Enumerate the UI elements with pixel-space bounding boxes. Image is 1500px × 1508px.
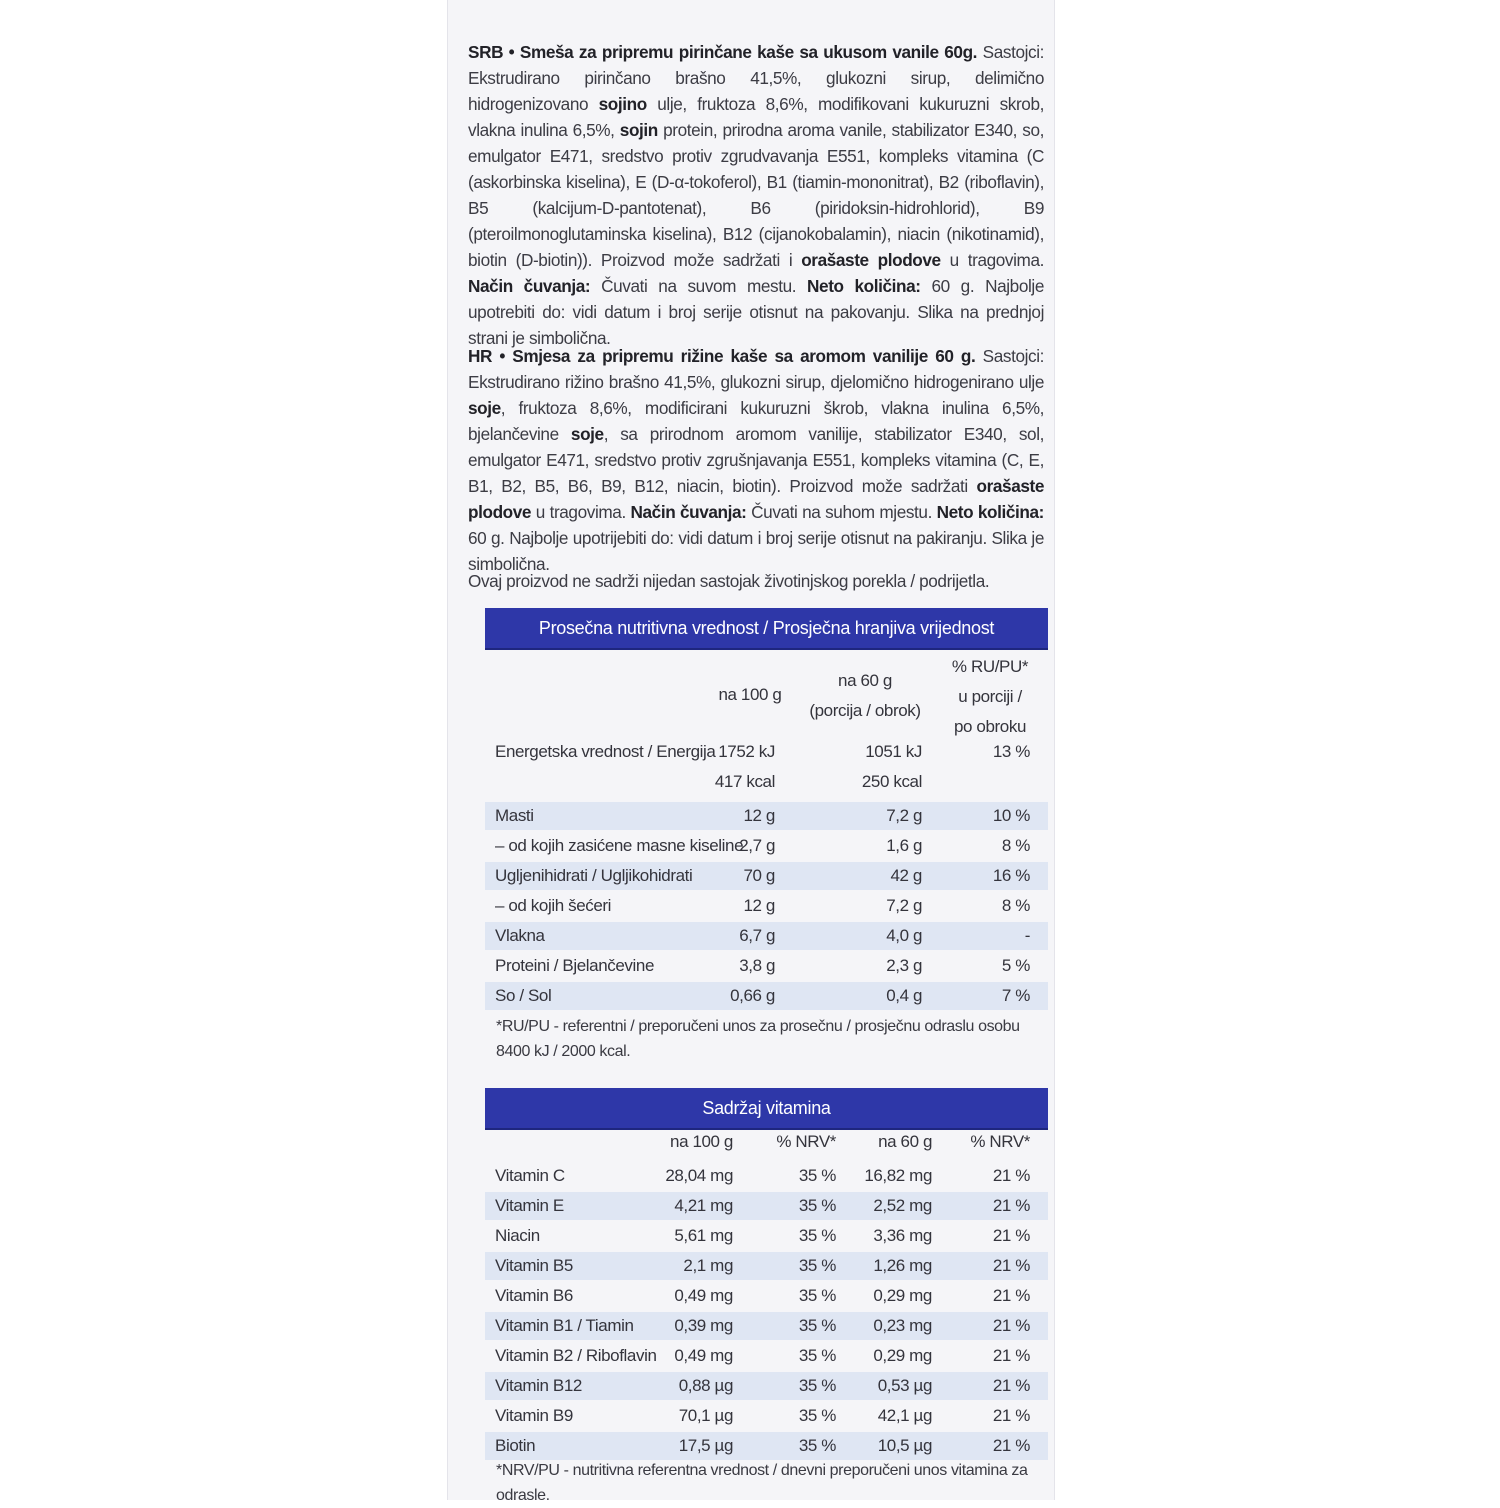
nutrition-row bbox=[485, 862, 1048, 890]
vitamin-row bbox=[485, 1282, 1048, 1310]
nutrition-cell-label: Ugljenihidrati / Ugljikohidrati bbox=[495, 866, 693, 885]
vitamin-cell-v60: 2,52 mg bbox=[873, 1196, 932, 1215]
text-segment: Čuvati na suvom mestu. bbox=[590, 276, 808, 296]
vitamin-title: Sadržaj vitamina bbox=[702, 1098, 831, 1118]
nutrition-cell-pct: 8 % bbox=[1001, 896, 1030, 915]
nutrition-row bbox=[485, 922, 1048, 950]
vitamin-row bbox=[485, 1372, 1048, 1400]
vitamin-cell-label: Vitamin B1 / Tiamin bbox=[495, 1316, 634, 1335]
nutrition-cell-v100: 2,7 g bbox=[739, 836, 775, 855]
nutrition-row bbox=[485, 982, 1048, 1010]
nutrition-title-band bbox=[485, 608, 1048, 650]
ingredients-srb bbox=[468, 39, 1044, 351]
vitamin-cell-nrv60: 21 % bbox=[992, 1286, 1030, 1305]
vitamin-cell-label: Vitamin B6 bbox=[495, 1286, 573, 1305]
vitamin-cell-v100: 0,49 mg bbox=[674, 1346, 733, 1365]
text-segment: , sa prirodnom aromom vanilije, stabilizator E340, sol, emulgator E471, sredstvo protiv zgrušnjavanja E551, kompleks vitamina (C, E, B1, B2, B5, B6, B9, B12, niacin, biotin). Proizvod može sadržati bbox=[468, 424, 1044, 496]
vitamin-cell-nrv60: 21 % bbox=[992, 1346, 1030, 1365]
vitamin-cell-nrv60: 21 % bbox=[992, 1376, 1030, 1395]
vitamin-cell-nrv100: 35 % bbox=[798, 1286, 836, 1305]
vitamin-row bbox=[485, 1222, 1048, 1250]
text-segment: u tragovima. bbox=[940, 250, 1044, 270]
nutrition-cell-label: Vlakna bbox=[495, 926, 545, 945]
vitamin-title-band bbox=[485, 1088, 1048, 1130]
vitamin-cell-nrv100: 35 % bbox=[798, 1316, 836, 1335]
bold-segment: Način čuvanja: bbox=[630, 502, 747, 522]
vitamin-cell-label: Vitamin C bbox=[495, 1166, 565, 1185]
vitamin-cell-v100: 17,5 µg bbox=[678, 1436, 733, 1455]
vitamin-cell-nrv60: 21 % bbox=[992, 1166, 1030, 1185]
nutrition-cell-label: – od kojih šećeri bbox=[495, 896, 612, 915]
vitamin-cell-v60: 1,26 mg bbox=[873, 1256, 932, 1275]
nutrition-cell-pct: 8 % bbox=[1001, 836, 1030, 855]
vitamin-row bbox=[485, 1432, 1048, 1460]
nutrition-col-100g: na 100 g bbox=[718, 685, 782, 704]
vitamin-row bbox=[485, 1162, 1048, 1190]
vitamin-cell-nrv100: 35 % bbox=[798, 1196, 836, 1215]
nutrition-cell-pct: - bbox=[1024, 926, 1030, 945]
bold-segment: orašaste plodove bbox=[801, 250, 941, 270]
vitamin-row bbox=[485, 1192, 1048, 1220]
vitamin-cell-label: Niacin bbox=[495, 1226, 540, 1245]
nutrition-cell-label: So / Sol bbox=[495, 986, 552, 1005]
nutrition-cell-pct: 10 % bbox=[992, 806, 1030, 825]
bold-segment: Neto količina: bbox=[936, 502, 1045, 522]
vitamin-cell-label: Vitamin B2 / Riboflavin bbox=[495, 1346, 657, 1365]
vitamin-cell-v60: 3,36 mg bbox=[873, 1226, 932, 1245]
nutrition-cell-v60: 42 g bbox=[890, 866, 922, 885]
vit-col-nrv100: % NRV* bbox=[776, 1132, 836, 1151]
text-segment: protein, prirodna aroma vanile, stabilizator E340, so, emulgator E471, sredstvo protiv zgrudvavanja E551, kompleks vitamina (C (askorbinska kiselina), E (D-α-tokoferol), B1 (tiamin-mononitrat), B2 (riboflavin), B5 (kalcijum-D-pantotenat), B6 (piridoksin-hidrohlorid), B9 (pteroilmonoglutaminska kiselina), B12 (cijanokobalamin), niacin (nikotinamid), biotin (D-biotin)). Proizvod može sadržati i bbox=[468, 120, 1044, 270]
vitamin-cell-v60: 0,29 mg bbox=[873, 1346, 932, 1365]
nutrition-cell-label: Masti bbox=[495, 806, 534, 825]
vitamin-cell-v60: 16,82 mg bbox=[864, 1166, 932, 1185]
vitamin-cell-v60: 0,53 µg bbox=[877, 1376, 932, 1395]
text-segment: 60 g. Najbolje upotrijebiti do: vidi datum i broj serije otisnut na pakiranju. Slika je simbolična. bbox=[468, 528, 1044, 574]
nutrition-cell-v60: 0,4 g bbox=[886, 986, 922, 1005]
vitamin-cell-nrv60: 21 % bbox=[992, 1406, 1030, 1425]
vitamin-cell-v100: 0,49 mg bbox=[674, 1286, 733, 1305]
bold-segment: orašaste plodove bbox=[468, 476, 1044, 522]
vitamin-cell-label: Vitamin B9 bbox=[495, 1406, 573, 1425]
vitamin-cell-v100: 2,1 mg bbox=[683, 1256, 733, 1275]
nutrition-row bbox=[485, 802, 1048, 830]
ingredients-hr bbox=[468, 343, 1044, 577]
vitamin-cell-v60: 42,1 µg bbox=[877, 1406, 932, 1425]
vitamin-cell-nrv100: 35 % bbox=[798, 1226, 836, 1245]
nutrition-cell-label: Proteini / Bjelančevine bbox=[495, 956, 655, 975]
nutrition-cell-label: – od kojih zasićene masne kiseline bbox=[495, 836, 744, 855]
text-segment: u tragovima. bbox=[531, 502, 631, 522]
vitamin-cell-nrv60: 21 % bbox=[992, 1226, 1030, 1245]
vitamin-cell-v60: 10,5 µg bbox=[877, 1436, 932, 1455]
vitamin-cell-nrv100: 35 % bbox=[798, 1166, 836, 1185]
text-segment: 60 g. Najbolje upotrebiti do: vidi datum i broj serije otisnut na pakovanju. Slika na prednjoj strani je simbolična. bbox=[468, 276, 1044, 348]
nutrition-table: na 100 g na 60 g (porcija / obrok) % RU/PU* u porciji / po obroku Energetska vrednost / Energija 1752 kJ 417 kcal 1051 kJ 250 kcal 13 % Masti 12 g 7,2 g 10 % – od kojih zasićene masne kiseline 2,7 g 1,6 g 8 % Ugljenihidrati / Ugljikohidrati 70 g 42 g 16 % – od kojih šećeri 12 g 7,2 g 8 % Vlakna 6,7 g 4,0 g - Proteini / Bjelančevine 3,8 g 2,3 g 5 % So / Sol 0,66 g 0,4 g 7 % bbox=[485, 650, 1048, 1070]
nutrition-cell-pct: 7 % bbox=[1001, 986, 1030, 1005]
bold-segment: soje bbox=[570, 424, 604, 444]
vit-col-60g: na 60 g bbox=[878, 1132, 932, 1151]
vitamin-cell-nrv100: 35 % bbox=[798, 1376, 836, 1395]
nutrition-cell-v100: 12 g bbox=[743, 806, 775, 825]
nutrition-row bbox=[485, 892, 1048, 920]
nutrition-title: Prosečna nutritivna vrednost / Prosječna hranjiva vrijednost bbox=[538, 618, 995, 638]
vitamin-footnote: *NRV/PU - nutritivna referentna vrednost / dnevni preporučeni unos vitamina za odrasle. bbox=[496, 1462, 1028, 1504]
vitamin-cell-nrv60: 21 % bbox=[992, 1436, 1030, 1455]
nutrition-cell-pct: 16 % bbox=[992, 866, 1030, 885]
vitamin-cell-nrv100: 35 % bbox=[798, 1436, 836, 1455]
vit-col-100g: na 100 g bbox=[670, 1132, 733, 1151]
vitamin-cell-nrv100: 35 % bbox=[798, 1346, 836, 1365]
nutrition-row bbox=[485, 832, 1048, 860]
vitamin-cell-nrv100: 35 % bbox=[798, 1256, 836, 1275]
vitamin-cell-v100: 4,21 mg bbox=[674, 1196, 733, 1215]
vitamin-table bbox=[485, 1132, 1048, 1462]
vitamin-cell-nrv60: 21 % bbox=[992, 1196, 1030, 1215]
nutrition-cell-v100: 6,7 g bbox=[739, 926, 775, 945]
vitamin-cell-nrv60: 21 % bbox=[992, 1256, 1030, 1275]
text-segment: ulje, fruktoza 8,6%, modifikovani kukuruzni skrob, vlakna inulina 6,5%, bbox=[468, 94, 1045, 140]
bold-segment: sojino bbox=[598, 94, 647, 114]
vitamin-cell-v60: 0,29 mg bbox=[873, 1286, 932, 1305]
nutrition-cell-v100: 70 g bbox=[743, 866, 775, 885]
vitamin-cell-v100: 0,39 mg bbox=[674, 1316, 733, 1335]
text-segment: Sastojci: Ekstrudirano rižino brašno 41,5%, glukozni sirup, djelomično hidrogenirano ulje bbox=[468, 346, 1045, 392]
nutrition-footnote: *RU/PU - referentni / preporučeni unos za prosečnu / prosječnu odraslu osobu 8400 kJ / 2000 kcal. bbox=[496, 1018, 1020, 1060]
nutrition-cell-v100: 3,8 g bbox=[739, 956, 775, 975]
bold-segment: Neto količina: bbox=[807, 276, 921, 296]
vitamin-cell-label: Vitamin E bbox=[495, 1196, 564, 1215]
text-segment: Čuvati na suhom mjestu. bbox=[746, 502, 937, 522]
nutrition-col-pct: % RU/PU* u porciji / po obroku bbox=[951, 657, 1029, 736]
vit-col-nrv60: % NRV* bbox=[970, 1132, 1030, 1151]
nutrition-col-60g: na 60 g (porcija / obrok) bbox=[809, 671, 921, 720]
bold-segment: HR • Smjesa za pripremu rižine kaše sa aromom vanilije 60 g. bbox=[468, 346, 976, 366]
bold-segment: Način čuvanja: bbox=[468, 276, 591, 296]
vitamin-cell-label: Vitamin B5 bbox=[495, 1256, 573, 1275]
vitamin-cell-v100: 0,88 µg bbox=[678, 1376, 733, 1395]
vitamin-row bbox=[485, 1312, 1048, 1340]
text-segment: Sastojci: Ekstrudirano pirinčano brašno 41,5%, glukozni sirup, delimično hidrogenizovano bbox=[468, 42, 1045, 114]
nutrition-cell-v60: 4,0 g bbox=[886, 926, 922, 945]
nutrition-cell-v60: 1,6 g bbox=[886, 836, 922, 855]
vitamin-row bbox=[485, 1252, 1048, 1280]
nutrition-cell-pct: 5 % bbox=[1001, 956, 1030, 975]
nutrition-cell-v60: 7,2 g bbox=[886, 896, 922, 915]
bold-segment: sojin bbox=[619, 120, 658, 140]
vitamin-cell-label: Vitamin B12 bbox=[495, 1376, 582, 1395]
bold-segment: SRB • Smeša za pripremu pirinčane kaše sa ukusom vanile 60g. bbox=[468, 42, 978, 62]
vitamin-cell-nrv100: 35 % bbox=[798, 1406, 836, 1425]
vitamin-cell-v100: 28,04 mg bbox=[665, 1166, 733, 1185]
nutrition-cell-v100: 0,66 g bbox=[730, 986, 775, 1005]
vitamin-cell-label: Biotin bbox=[495, 1436, 536, 1455]
text-segment: , fruktoza 8,6%, modificirani kukuruzni škrob, vlakna inulina 6,5%, bjelančevine bbox=[468, 398, 1044, 444]
bold-segment: soje bbox=[468, 398, 501, 418]
nutrition-cell-v100: 12 g bbox=[743, 896, 775, 915]
vitamin-cell-v60: 0,23 mg bbox=[873, 1316, 932, 1335]
nutrition-row bbox=[485, 952, 1048, 980]
vitamin-row bbox=[485, 1342, 1048, 1370]
vitamin-cell-v100: 5,61 mg bbox=[674, 1226, 733, 1245]
nutrition-cell-v60: 7,2 g bbox=[886, 806, 922, 825]
nutrition-cell-v60: 2,3 g bbox=[886, 956, 922, 975]
vitamin-cell-nrv60: 21 % bbox=[992, 1316, 1030, 1335]
vegan-note: Ovaj proizvod ne sadrži nijedan sastojak životinjskog porekla / podrijetla. bbox=[468, 571, 990, 591]
vitamin-row bbox=[485, 1402, 1048, 1430]
vitamin-cell-v100: 70,1 µg bbox=[678, 1406, 733, 1425]
